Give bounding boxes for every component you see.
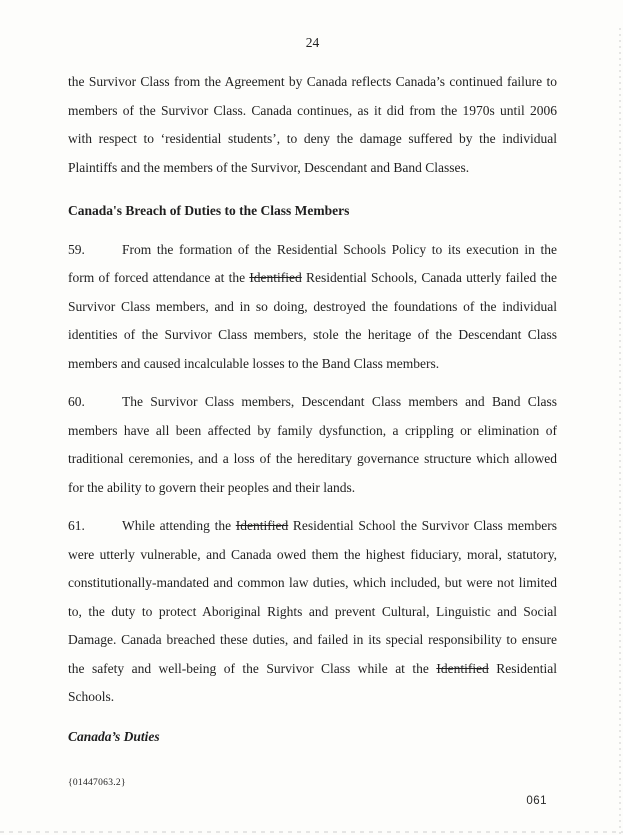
intro-paragraph: the Survivor Class from the Agreement by Canada reflects Canada’s continued failure to members of the Survivor Class. Canada continues, as it did from the 1970s until 2006 with respect to ‘residential students’, to deny the damage suffered by the individual Plaintiffs and the members of the Survivor, Descendant and Band Classes. (68, 74, 557, 175)
scanned-legal-document-page (0, 28, 623, 835)
heading-canadas-duties: Canada’s Duties (68, 728, 160, 744)
paragraph-text: Residential School the Survivor Class members were utterly vulnerable, and Canada owed them the highest fiduciary, moral, statutory, constitutionally-mandated and common law duties, which included, but were not limited to, the duty to protect Aboriginal Rights and prevent Cultural, Linguistic and Social Damage. Canada breached these duties, and failed in its special responsibility to ensure the safety and well-being of the Survivor Class while at the (68, 518, 557, 676)
paragraph-text: Residential Schools, Canada utterly failed the Survivor Class members, and in so doing, destroyed the foundations of the individual identities of the Survivor Class members, stole the heritage of the Descendant Class members and caused incalculable losses to the Band Class members. (68, 270, 557, 371)
scan-artifact-bottom-edge (0, 831, 623, 833)
page-number: 24 (305, 35, 320, 50)
legal-paragraph (68, 512, 557, 712)
paragraph-number: 61. (68, 518, 85, 533)
bates-number: 061 (526, 795, 547, 807)
document-id-footer: {01447063.2} (68, 778, 126, 788)
document-page (0, 28, 623, 789)
struck-text: Identified (436, 660, 489, 676)
struck-text: Identified (249, 270, 302, 285)
paragraph-text: Residential Schools. (68, 660, 557, 704)
paragraph-text: The Survivor Class members, Descendant Class members and Band Class members have all been affected by family dysfunction, a crippling or elimination of traditional ceremonies, and a loss of the hereditary governance structure which allowed for the ability to govern their peoples and their lands. (68, 394, 557, 495)
paragraph-number: 60. (68, 394, 85, 409)
heading-breach-of-duties: Canada's Breach of Duties to the Class Members (68, 203, 350, 218)
legal-paragraph (68, 236, 557, 379)
paragraph-text: While attending the (122, 518, 236, 533)
paragraph-text: From the formation of the Residential Schools Policy to its execution in the form of forced attendance at the (68, 241, 557, 285)
struck-text: Identified (235, 518, 289, 533)
paragraph-number: 59. (68, 241, 85, 257)
numbered-paragraphs (68, 236, 557, 712)
legal-paragraph (68, 388, 557, 502)
